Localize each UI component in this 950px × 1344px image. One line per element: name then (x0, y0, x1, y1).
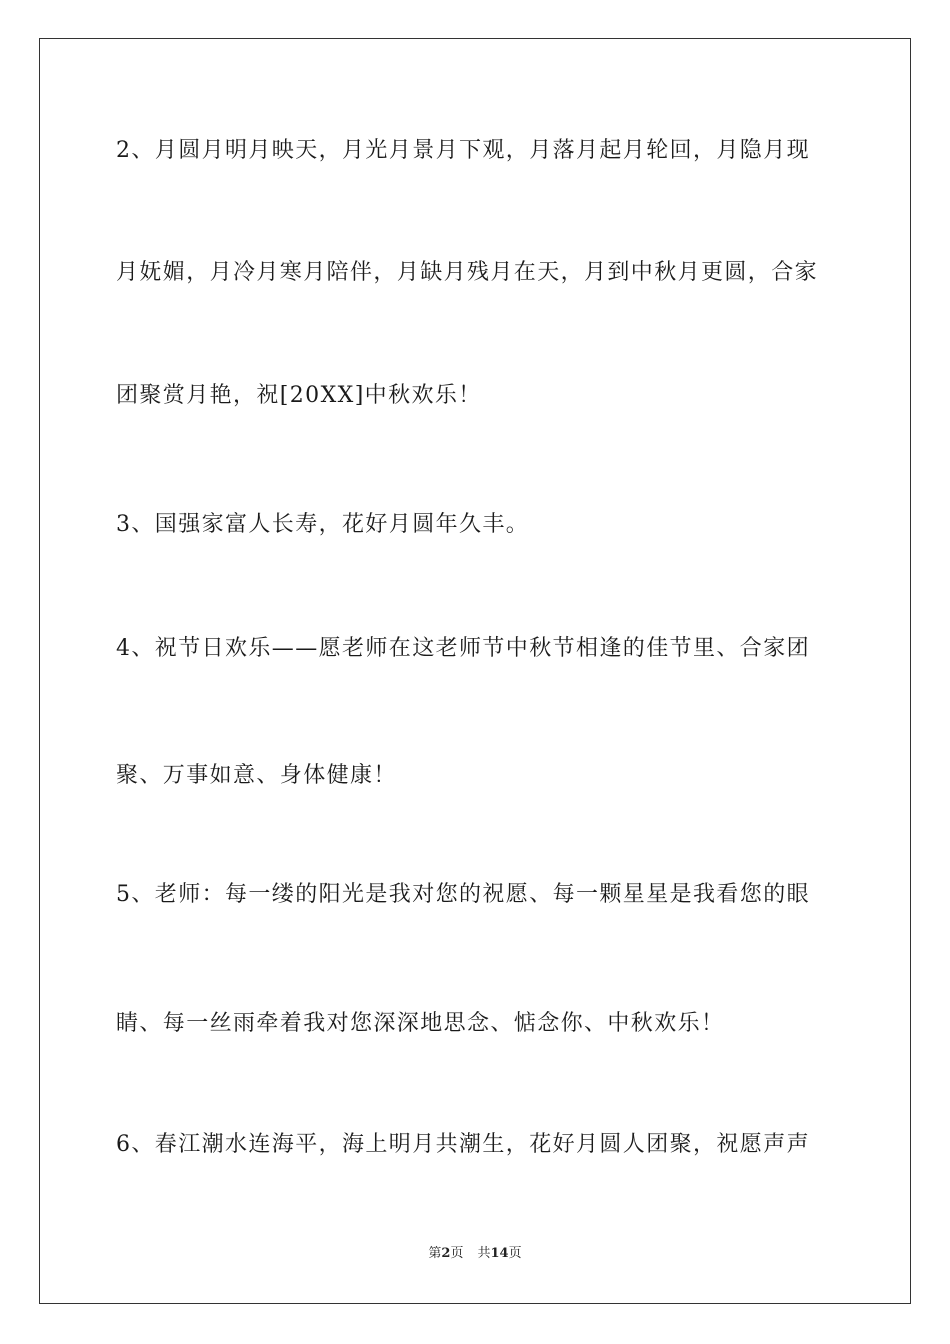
text-line-3: 团聚赏月艳，祝[20XX]中秋欢乐！ (116, 383, 482, 408)
text-line-4: 3、国强家富人长寿，花好月圆年久丰。 (116, 512, 530, 537)
text-line-6: 聚、万事如意、身体健康！ (116, 763, 397, 788)
footer-total-prefix: 共 (477, 1246, 491, 1261)
text-line-9: 6、春江潮水连海平，海上明月共潮生，花好月圆人团聚，祝愿声声 (116, 1132, 810, 1157)
page-footer (0, 1245, 950, 1263)
footer-page-unit: 页 (450, 1246, 464, 1261)
text-line-2: 月妩媚，月冷月寒月陪伴，月缺月残月在天，月到中秋月更圆，合家 (116, 260, 819, 285)
footer-page-current: 2 (441, 1246, 451, 1261)
footer-page-total: 14 (490, 1246, 509, 1261)
text-line-8: 睛、每一丝雨牵着我对您深深地思念、惦念你、中秋欢乐！ (116, 1011, 725, 1036)
footer-total-unit: 页 (508, 1246, 522, 1261)
text-line-1: 2、月圆月明月映天，月光月景月下观，月落月起月轮回，月隐月现 (116, 138, 810, 163)
footer-page-prefix: 第 (428, 1246, 442, 1261)
text-line-7: 5、老师：每一缕的阳光是我对您的祝愿、每一颗星星是我看您的眼 (116, 882, 810, 907)
text-line-5: 4、祝节日欢乐——愿老师在这老师节中秋节相逢的佳节里、合家团 (116, 636, 810, 661)
page-border (39, 38, 911, 1304)
